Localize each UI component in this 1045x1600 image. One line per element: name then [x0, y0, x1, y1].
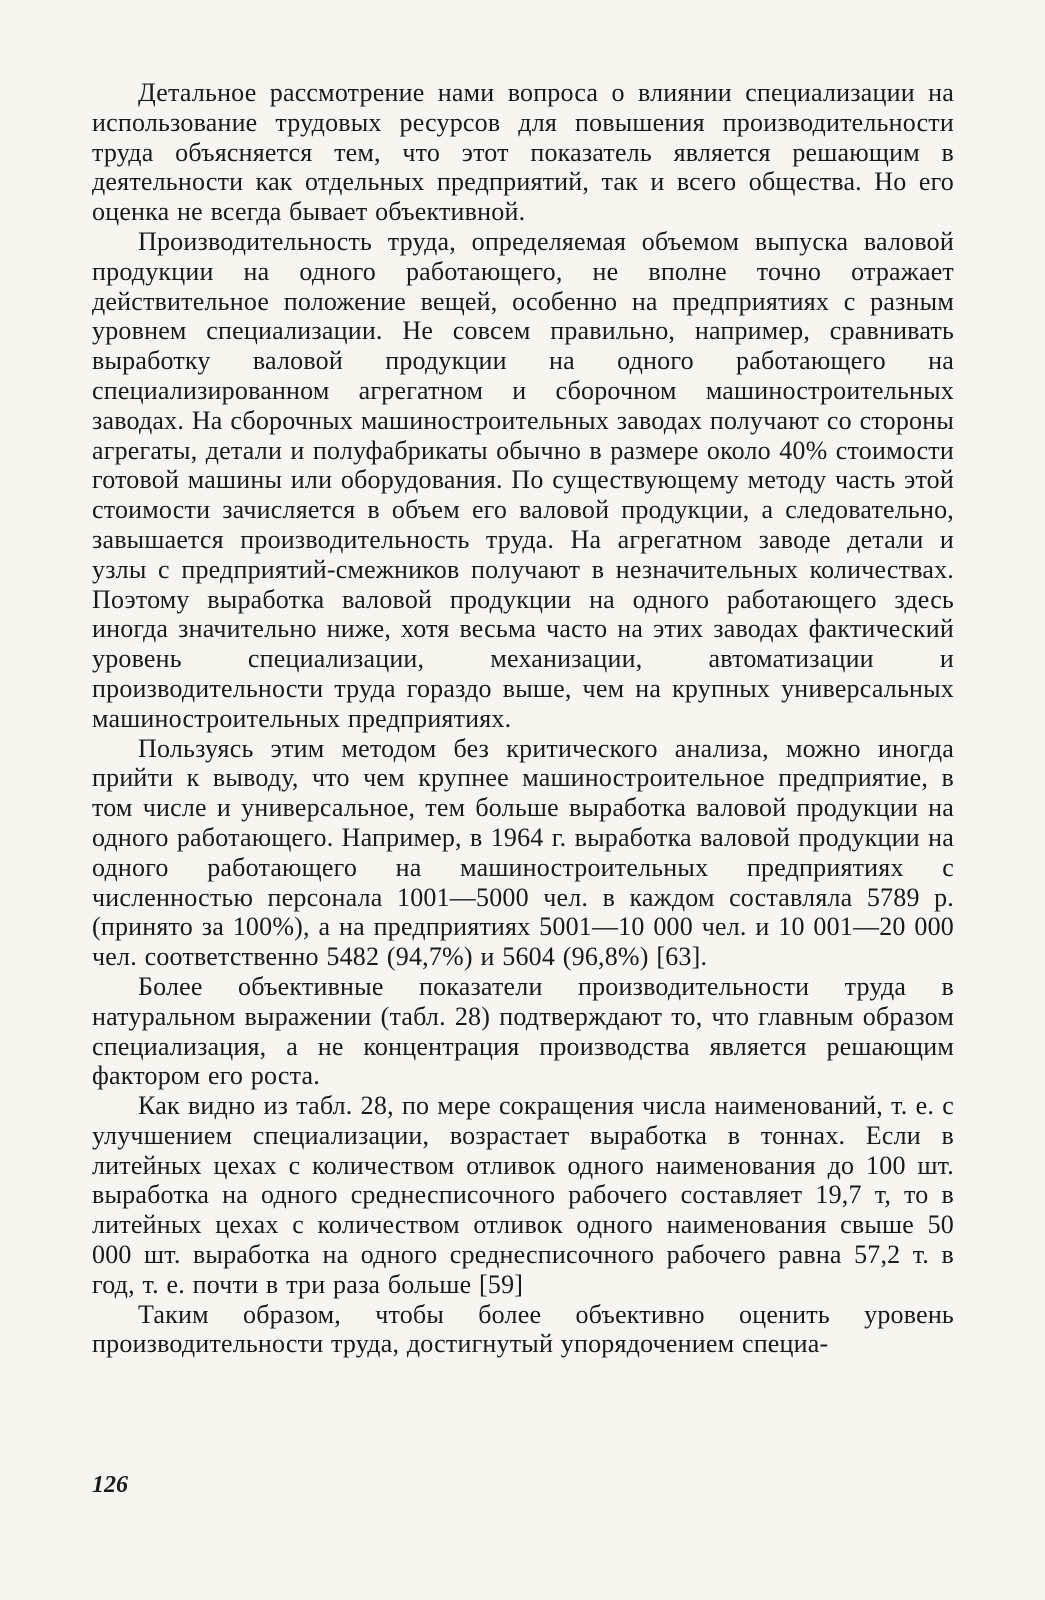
page-number: 126: [92, 1472, 128, 1498]
paragraph-5: Как видно из табл. 28, по мере сокращения числа наименований, т. е. с улучшением специализации, возрастает выработка в тоннах. Если в литейных цехах с количеством отливок одного наименования до 100 шт. выработка на одного среднесписочного рабочего составляет 19,7 т, то в литейных цехах с количеством отливок одного наименования свыше 50 000 шт. выработка на одного среднесписочного рабочего равна 57,2 т. в год, т. е. почти в три раза больше [59]: [92, 1091, 954, 1299]
paragraph-4: Более объективные показатели производительности труда в натуральном выражении (табл. 28) подтверждают то, что главным образом специализация, а не концентрация производства является решающим фактором его роста.: [92, 971, 954, 1091]
paragraph-2: Производительность труда, определяемая объемом выпуска валовой продукции на одного работающего, не вполне точно отражает действительное положение вещей, особенно на предприятиях с разным уровнем специализации. Не совсем правильно, например, сравнивать выработку валовой продукции на одного работающего на специализированном агрегатном и сборочном машиностроительных заводах. На сборочных машиностроительных заводах получают со стороны агрегаты, детали и полуфабрикаты обычно в размере около 40% стоимости готовой машины или оборудования. По существующему методу часть этой стоимости зачисляется в объем его валовой продукции, а следовательно, завышается производительность труда. На агрегатном заводе детали и узлы с предприятий-смежников получают в незначительных количествах. Поэтому выработка валовой продукции на одного работающего здесь иногда значительно ниже, хотя весьма часто на этих заводах фактический уровень специализации, механизации, автоматизации и производительности труда гораздо выше, чем на крупных универсальных машиностроительных предприятиях.: [92, 226, 954, 733]
page-body: [92, 78, 954, 1359]
paragraph-6: Таким образом, чтобы более объективно оценить уровень производительности труда, достигнутый упорядочением специа-: [92, 1299, 954, 1359]
paragraph-3: Пользуясь этим методом без критического анализа, можно иногда прийти к выводу, что чем крупнее машиностроительное предприятие, в том числе и универсальное, тем больше выработка валовой продукции на одного работающего. Например, в 1964 г. выработка валовой продукции на одного работающего на машиностроительных предприятиях с численностью персонала 1001—5000 чел. в каждом составляла 5789 р. (принято за 100%), а на предприятиях 5001—10 000 чел. и 10 001—20 000 чел. соответственно 5482 (94,7%) и 5604 (96,8%) [63].: [92, 733, 954, 972]
paragraph-1: Детальное рассмотрение нами вопроса о влиянии специализации на использование трудовых ресурсов для повышения производительности труда объясняется тем, что этот показатель является решающим в деятельности как отдельных предприятий, так и всего общества. Но его оценка не всегда бывает объективной.: [92, 78, 954, 227]
